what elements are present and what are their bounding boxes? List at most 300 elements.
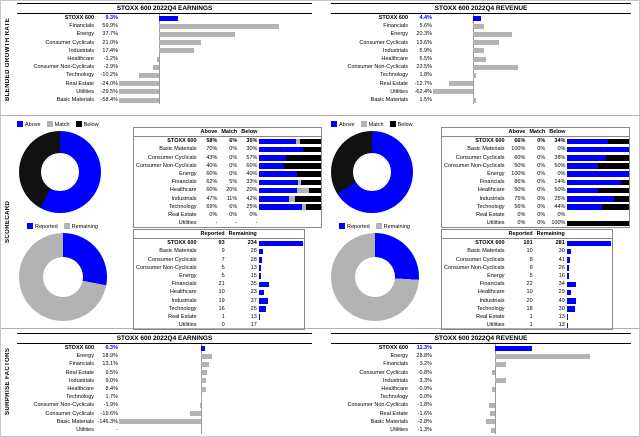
table-row xyxy=(134,203,322,211)
below-value: 60% xyxy=(246,162,258,169)
revenue-growth-table xyxy=(331,14,603,104)
bar-cell xyxy=(433,410,603,418)
category-label: Consumer Cyclicals xyxy=(359,39,408,46)
table-row xyxy=(17,385,289,393)
value-label: -1.8% xyxy=(417,402,432,409)
stacked-bar-cell xyxy=(567,219,629,228)
value-label: -0.9% xyxy=(417,386,432,393)
category-label: Technology xyxy=(380,72,408,79)
category-label: Real Estate xyxy=(168,212,197,219)
category-label: Financials xyxy=(69,361,94,368)
bar xyxy=(259,306,267,312)
category-label: Financials xyxy=(383,23,408,30)
above-segment xyxy=(567,139,608,145)
bar xyxy=(200,403,201,408)
spacer-cell xyxy=(567,128,629,137)
category-label: STOXX 600 xyxy=(475,138,505,145)
bar-cell xyxy=(259,305,305,313)
bar-cell xyxy=(119,55,289,63)
donut-hole xyxy=(41,153,79,191)
below-value: 14% xyxy=(554,179,566,186)
earnings-above-donut xyxy=(19,131,101,213)
above-value: 60% xyxy=(206,187,218,194)
match-value: 0% xyxy=(537,146,546,153)
table-row xyxy=(331,39,603,47)
category-label: Energy xyxy=(487,171,505,178)
remaining-value: 13 xyxy=(250,264,257,271)
earnings-surprise-chart xyxy=(17,333,312,434)
table-row xyxy=(17,39,289,47)
table-row xyxy=(134,256,305,264)
match-value: 0% xyxy=(229,171,238,178)
reported-value: 19 xyxy=(218,297,225,304)
zero-axis xyxy=(201,418,202,426)
bar-cell xyxy=(119,47,289,55)
section-label-surprise-factors: SURPRISE FACTORS xyxy=(5,347,11,415)
value-label: - xyxy=(116,427,118,434)
bar-cell xyxy=(567,297,613,305)
category-label: Real Estate xyxy=(65,80,94,87)
below-segment xyxy=(301,180,321,186)
bar-cell xyxy=(119,63,289,71)
value-label: -19.6% xyxy=(100,410,118,417)
below-segment xyxy=(614,196,630,202)
value-label: 13.6% xyxy=(416,39,432,46)
bar xyxy=(491,428,495,433)
bar-cell xyxy=(119,360,289,368)
value-label: 11.3% xyxy=(416,345,432,351)
legend-swatch xyxy=(47,121,53,127)
category-label: Technology xyxy=(168,203,197,210)
bar-cell xyxy=(433,344,603,352)
below-value: 25% xyxy=(554,195,566,202)
bar xyxy=(490,411,495,416)
stacked-bar-cell xyxy=(567,170,629,178)
bar xyxy=(159,24,279,29)
stacked-bar-cell xyxy=(259,154,321,162)
legend-item xyxy=(64,223,98,230)
zero-axis xyxy=(201,426,202,434)
table-row xyxy=(331,55,603,63)
table-row xyxy=(442,313,613,321)
earnings-stacked-chart xyxy=(133,127,322,228)
bar xyxy=(139,73,159,78)
below-value: 40% xyxy=(246,171,258,178)
category-label: Consumer Non-Cyclicals xyxy=(33,402,94,409)
table-row xyxy=(134,280,305,288)
match-value: 0% xyxy=(537,203,546,210)
above-segment xyxy=(567,163,598,169)
reported-value: 9 xyxy=(221,248,225,255)
bar xyxy=(495,354,590,359)
below-value: 0% xyxy=(249,212,258,219)
match-value: 0% xyxy=(229,154,238,161)
legend-swatch xyxy=(376,223,382,229)
category-label: Real Estate xyxy=(476,314,505,321)
value-label: 20.3% xyxy=(416,31,432,38)
value-label: 3.3% xyxy=(419,377,432,384)
above-value: 70% xyxy=(206,146,218,153)
earnings-reported-chart xyxy=(133,229,305,330)
category-label: Basic Materials xyxy=(467,146,505,153)
category-label: Healthcare xyxy=(381,386,408,393)
below-value: 25% xyxy=(246,203,258,210)
above-value: 0% xyxy=(517,212,526,219)
category-label: Healthcare xyxy=(67,56,94,63)
bar-cell xyxy=(259,313,305,321)
table-row xyxy=(134,195,322,203)
category-label: Technology xyxy=(380,394,408,401)
category-label: Financials xyxy=(171,281,197,288)
value-label: 9.3% xyxy=(105,15,118,21)
value-label: 1.5% xyxy=(419,97,432,104)
donut-hole xyxy=(355,257,395,297)
bar xyxy=(259,282,269,288)
bar xyxy=(201,370,207,375)
zero-axis xyxy=(159,96,160,104)
value-label: -62.4% xyxy=(414,88,432,95)
bar-cell xyxy=(433,63,603,71)
below-segment xyxy=(608,139,629,145)
category-label: Consumer Non-Cyclicals xyxy=(444,264,505,271)
bar xyxy=(567,241,611,247)
bar-cell xyxy=(119,377,289,385)
table-row xyxy=(442,162,630,170)
table-row xyxy=(134,239,305,248)
category-label: Energy xyxy=(390,353,408,360)
remaining-value: 41 xyxy=(558,256,565,263)
divider-1 xyxy=(1,115,640,116)
value-label: 37.7% xyxy=(102,31,118,38)
revenue-surprise-table xyxy=(331,344,603,434)
category-label: Healthcare xyxy=(67,386,94,393)
bar-cell xyxy=(259,239,305,248)
value-label: 13.1% xyxy=(102,361,118,368)
value-label: 9.0% xyxy=(105,377,118,384)
category-label: Basic Materials xyxy=(159,248,197,255)
above-segment xyxy=(259,180,297,186)
bar-cell xyxy=(433,39,603,47)
category-label: Basic Materials xyxy=(56,97,94,104)
spacer-cell xyxy=(259,128,321,137)
stacked-bar-cell xyxy=(259,162,321,170)
table-row xyxy=(331,47,603,55)
reported-value: 8 xyxy=(529,256,533,263)
bar-cell xyxy=(119,344,289,352)
bar-cell xyxy=(567,280,613,288)
value-label: 0.0% xyxy=(419,394,432,401)
above-value: 58% xyxy=(206,138,218,145)
table-row xyxy=(331,360,603,368)
bar-cell xyxy=(433,352,603,360)
zero-axis xyxy=(495,369,496,377)
match-value: 5% xyxy=(229,179,238,186)
bar xyxy=(473,32,512,37)
bar xyxy=(201,378,206,383)
spacer-cell xyxy=(134,128,199,137)
below-segment xyxy=(602,204,629,210)
value-label: -2.9% xyxy=(103,64,118,71)
bar-cell xyxy=(433,14,603,22)
bar xyxy=(259,257,262,263)
bar-cell xyxy=(567,247,613,255)
stacked-bar-cell xyxy=(259,203,321,211)
above-value: 50% xyxy=(514,187,526,194)
category-label: Healthcare xyxy=(477,289,505,296)
category-label: Technology xyxy=(476,305,505,312)
value-label: 17.4% xyxy=(102,47,118,54)
category-label: Consumer Cyclicals xyxy=(147,256,197,263)
below-value: 0% xyxy=(557,171,566,178)
below-segment xyxy=(621,180,630,186)
category-label: STOXX 600 xyxy=(64,15,94,21)
bar xyxy=(567,306,575,312)
match-value: 0% xyxy=(537,195,546,202)
reported-value: 7 xyxy=(221,256,225,263)
category-label: Real Estate xyxy=(65,369,94,376)
zero-axis xyxy=(159,80,160,88)
value-label: 23.5% xyxy=(416,64,432,71)
above-segment xyxy=(259,188,296,194)
table-row xyxy=(331,377,603,385)
stacked-bar-cell xyxy=(259,178,321,186)
section-label-scorecard: SCORECARD xyxy=(5,200,11,243)
table-row xyxy=(442,170,630,178)
legend-label: Below xyxy=(397,122,413,128)
stacked-legend-right xyxy=(331,121,413,128)
category-label: Utilities xyxy=(486,322,505,329)
below-segment xyxy=(309,188,321,194)
table-row xyxy=(331,418,603,426)
remaining-value: 13 xyxy=(558,322,565,329)
table-row xyxy=(134,297,305,305)
column-header: Match xyxy=(529,129,546,135)
above-segment xyxy=(259,171,296,177)
table-row xyxy=(134,145,322,153)
category-label: Real Estate xyxy=(476,212,505,219)
above-value: 60% xyxy=(514,154,526,161)
legend-label: Reported xyxy=(35,224,58,230)
bar-cell xyxy=(433,30,603,38)
bar xyxy=(486,419,495,424)
earnings-stacked-table xyxy=(133,127,322,228)
table-row xyxy=(134,211,322,219)
above-value: 75% xyxy=(514,195,526,202)
bar-cell xyxy=(433,80,603,88)
category-label: Consumer Cyclicals xyxy=(455,154,505,161)
reported-value: 1 xyxy=(221,314,225,321)
below-value: 44% xyxy=(554,203,566,210)
value-label: -1.2% xyxy=(103,56,118,63)
stacked-bar-cell xyxy=(259,219,321,228)
column-header: Below xyxy=(549,129,566,135)
legend-item xyxy=(17,121,41,128)
legend-item xyxy=(390,121,413,128)
remaining-value: 37 xyxy=(250,297,257,304)
table-row xyxy=(134,272,305,280)
bar-cell xyxy=(259,297,305,305)
table-row xyxy=(442,264,613,272)
bar xyxy=(473,73,476,78)
legend-item xyxy=(376,223,410,230)
legend-label: Remaining xyxy=(71,224,98,230)
table-row xyxy=(134,162,322,170)
below-segment xyxy=(297,171,322,177)
above-segment xyxy=(567,171,629,177)
legend-label: Remaining xyxy=(383,224,410,230)
category-label: Consumer Cyclicals xyxy=(147,154,197,161)
value-label: 1.7% xyxy=(105,394,118,401)
bar-cell xyxy=(119,30,289,38)
table-row xyxy=(442,203,630,211)
legend-swatch xyxy=(64,223,70,229)
table-row xyxy=(17,377,289,385)
category-label: Industrials xyxy=(171,297,197,304)
stacked-bar-cell xyxy=(259,170,321,178)
table-row xyxy=(442,272,613,280)
legend-item xyxy=(331,121,355,128)
bar xyxy=(473,98,476,103)
reported-value: 5 xyxy=(221,264,225,271)
bar xyxy=(567,282,577,288)
category-label: Financials xyxy=(383,361,408,368)
below-value: 34% xyxy=(554,138,566,145)
legend-swatch xyxy=(27,223,33,229)
value-label: 5.6% xyxy=(419,23,432,30)
zero-axis xyxy=(201,401,202,409)
column-header: Above xyxy=(200,129,218,135)
value-label: 21.0% xyxy=(102,39,118,46)
value-label: -1.3% xyxy=(417,427,432,434)
reported-value: 93 xyxy=(218,240,225,247)
earnings-growth-table xyxy=(17,14,289,104)
match-value: 0% xyxy=(229,162,238,169)
value-label: 59.9% xyxy=(102,23,118,30)
below-value: 35% xyxy=(246,138,258,145)
category-label: Healthcare xyxy=(169,289,197,296)
value-label: -146.3% xyxy=(97,418,118,425)
stacked-bar-cell xyxy=(259,195,321,203)
category-label: Consumer Non-Cyclicals xyxy=(136,264,197,271)
above-value: 100% xyxy=(511,146,526,153)
bar-cell xyxy=(567,272,613,280)
legend-item xyxy=(361,121,384,128)
table-row xyxy=(331,352,603,360)
legend-item xyxy=(76,121,99,128)
table-row xyxy=(331,88,603,96)
table-row xyxy=(442,137,630,146)
bar-cell xyxy=(119,14,289,22)
table-row xyxy=(17,14,289,22)
earnings-reported-table xyxy=(133,229,305,330)
bar xyxy=(159,16,178,21)
bar-cell xyxy=(567,313,613,321)
column-header: Match xyxy=(221,129,238,135)
stacked-bar-cell xyxy=(259,145,321,153)
reported-value: 10 xyxy=(218,289,225,296)
reported-value: 21 xyxy=(218,281,225,288)
table-row xyxy=(331,369,603,377)
match-value: 0% xyxy=(537,171,546,178)
bar xyxy=(119,89,159,94)
bar xyxy=(201,362,209,367)
bar xyxy=(473,16,481,21)
table-row xyxy=(17,418,289,426)
bar xyxy=(259,249,263,255)
table-row xyxy=(331,63,603,71)
category-label: Industrials xyxy=(171,195,197,202)
category-label: STOXX 600 xyxy=(167,138,197,145)
bar xyxy=(495,362,506,367)
stacked-bar-cell xyxy=(567,178,629,186)
revenue-reported-table xyxy=(441,229,613,330)
legend-label: Below xyxy=(83,122,99,128)
bar xyxy=(473,65,518,70)
bar xyxy=(473,48,484,53)
match-value: 0% xyxy=(229,146,238,153)
value-label: -24.0% xyxy=(100,80,118,87)
table-row xyxy=(134,264,305,272)
revenue-above-donut xyxy=(331,131,413,213)
reported-value: 10 xyxy=(526,248,533,255)
table-row xyxy=(442,305,613,313)
bar xyxy=(119,419,201,424)
stacked-bar-cell xyxy=(567,203,629,211)
table-row xyxy=(134,288,305,296)
value-label: 6.5% xyxy=(419,56,432,63)
bar-cell xyxy=(119,39,289,47)
table-row xyxy=(134,186,322,194)
above-segment xyxy=(567,147,629,153)
reported-value: 0 xyxy=(221,322,225,329)
below-segment xyxy=(606,155,630,161)
value-label: -10.2% xyxy=(100,72,118,79)
spacer-cell xyxy=(442,230,507,239)
table-row xyxy=(17,63,289,71)
below-value: 0% xyxy=(557,212,566,219)
bar xyxy=(567,273,569,279)
bar-cell xyxy=(259,280,305,288)
revenue-surprise-title: STOXX 600 2022Q4 REVENUE xyxy=(331,333,631,344)
table-row xyxy=(331,410,603,418)
below-segment xyxy=(306,204,322,210)
reported-legend-right xyxy=(339,223,410,230)
legend-label: Reported xyxy=(347,224,370,230)
match-value: 0% xyxy=(229,212,238,219)
match-segment xyxy=(289,196,296,202)
category-label: Consumer Non-Cyclicals xyxy=(33,64,94,71)
above-value: 0% xyxy=(517,220,526,227)
stacked-bar-cell xyxy=(567,195,629,203)
bar-cell xyxy=(119,426,289,434)
bar xyxy=(201,387,206,392)
bar-cell xyxy=(433,377,603,385)
remaining-value: 16 xyxy=(558,273,565,280)
category-label: Industrials xyxy=(382,377,408,384)
below-segment xyxy=(300,139,322,145)
category-label: STOXX 600 xyxy=(378,15,408,21)
stacked-legend-left xyxy=(17,121,99,128)
table-row xyxy=(331,393,603,401)
remaining-value: 28 xyxy=(250,248,257,255)
category-label: Basic Materials xyxy=(467,248,505,255)
category-label: Energy xyxy=(179,171,197,178)
bar xyxy=(201,354,212,359)
below-value: - xyxy=(255,220,258,227)
bar xyxy=(157,57,159,62)
bar-cell xyxy=(433,393,603,401)
zero-axis xyxy=(495,393,496,401)
